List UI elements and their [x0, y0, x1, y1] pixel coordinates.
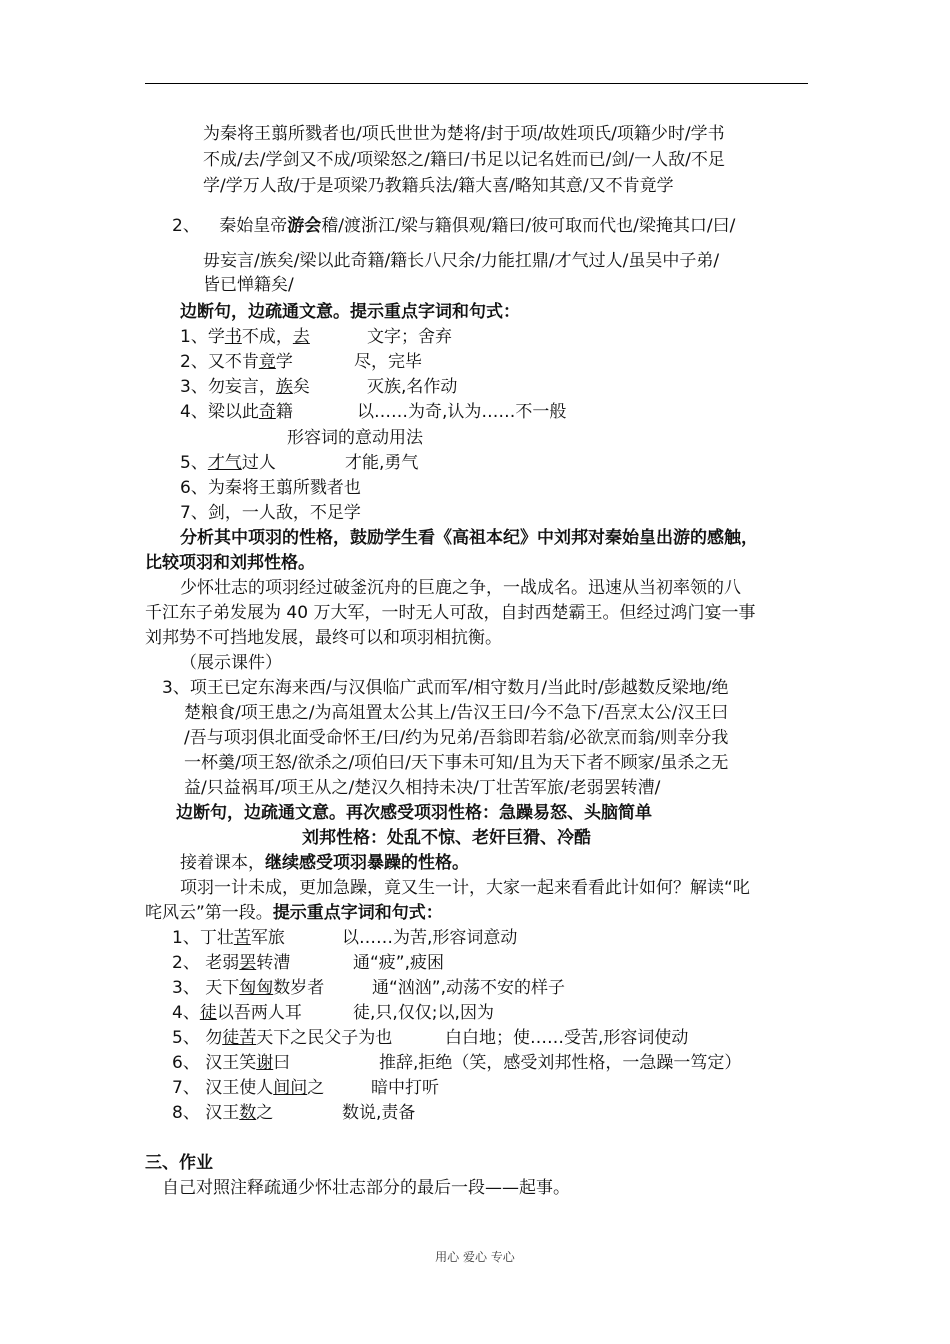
- text: 6、 汉王笑: [172, 1053, 257, 1073]
- text: 5、: [180, 453, 208, 473]
- vocab-gloss: 白白地；使……受苦,形容词使动: [445, 1028, 689, 1048]
- vocab-item: [180, 325, 310, 349]
- text: 稽/渡浙江/梁与籍俱观/籍曰/彼可取而代也/梁掩其口/曰/: [321, 216, 736, 236]
- key-word: 罢: [239, 953, 257, 973]
- header-rule: [145, 83, 808, 84]
- section-heading: 边断句，边疏通文意。提示重点字词和句式：: [180, 302, 520, 322]
- key-word: 数: [239, 1103, 257, 1123]
- text: 转漕: [256, 953, 291, 973]
- vocab-item: [172, 926, 285, 950]
- bold-text: 游会: [287, 216, 322, 236]
- text: 1、学: [180, 327, 225, 347]
- vocab-item: [172, 1101, 273, 1125]
- text-line: 3、项王已定东海来西/与汉俱临广武而军/相守数月/当此时/彭越数反梁地/绝: [162, 678, 729, 698]
- key-word: 竟: [258, 352, 276, 372]
- text: 8、 汉王: [172, 1103, 240, 1123]
- text-line: 不成/去/学剑又不成/项梁怒之/籍曰/书足以记名姓而已/剑/一人敌/不足: [203, 150, 725, 170]
- text-line: 一杯羹/项王怒/欲杀之/项伯曰/天下事未可知/且为天下者不顾家/虽杀之无: [184, 753, 729, 773]
- text: 2、 老弱: [172, 953, 240, 973]
- key-word: 族: [275, 377, 293, 397]
- text: 军旅: [250, 928, 285, 948]
- page-footer: 用心 爱心 专心: [435, 1250, 515, 1264]
- text-line: 千江东子弟发展为 40 万大军，一时无人可敌，自封西楚霸王。但经过鸿门宴一事: [145, 603, 756, 623]
- key-word: 徒苦: [222, 1028, 257, 1048]
- text: 2、又不肯: [180, 352, 259, 372]
- section-heading: 边断句，边疏通文意。再次感受项羽性格：急躁易怒、头脑简单: [176, 803, 652, 823]
- text: 籍: [275, 402, 293, 422]
- vocab-item: 7、剑，一人敌，不足学: [180, 503, 361, 523]
- section-heading: 分析其中项羽的性格，鼓励学生看《高祖本纪》中刘邦对秦始皇出游的感触，: [180, 528, 758, 548]
- text: 1、丁壮: [172, 928, 234, 948]
- text-line: [145, 901, 443, 925]
- text-line: 学/学万人敌/于是项梁乃教籍兵法/籍大喜/略知其意/又不肯竟学: [203, 176, 674, 196]
- vocab-item: [172, 1051, 290, 1075]
- text: 秦始皇帝: [219, 216, 288, 236]
- text-line: [180, 851, 469, 875]
- section-heading: 三、作业: [145, 1153, 213, 1173]
- note: （展示课件）: [180, 653, 282, 673]
- vocab-item: [172, 1076, 324, 1100]
- vocab-gloss: 以……为奇,认为……不一般: [357, 402, 567, 422]
- text: 天下之民父子为也: [256, 1028, 393, 1048]
- text-line: 自己对照注释疏通少怀壮志部分的最后一段——起事。: [162, 1178, 570, 1198]
- text-line: 楚粮食/项王患之/为高俎置太公其上/告汉王曰/今不急下/吾烹太公/汉王曰: [184, 703, 729, 723]
- text: 数岁者: [273, 978, 325, 998]
- text: 曰: [273, 1053, 291, 1073]
- text-line: 刘邦势不可挡地发展，最终可以和项羽相抗衡。: [145, 628, 502, 648]
- section-heading: 比较项羽和刘邦性格。: [145, 553, 315, 573]
- text-line: 皆已惮籍矣/: [203, 275, 294, 295]
- vocab-item: [180, 400, 293, 424]
- key-word: 苦: [233, 928, 251, 948]
- text: 3、勿妄言，: [180, 377, 276, 397]
- text: 之: [256, 1103, 274, 1123]
- key-word: 奇: [258, 402, 276, 422]
- vocab-gloss: 推辞,拒绝（笑，感受刘邦性格，一急躁一笃定）: [379, 1053, 742, 1073]
- text: 4、梁以此: [180, 402, 259, 422]
- text-line: 益/只益祸耳/项王从之/楚汉久相持未决/丁壮苦军旅/老弱罢转漕/: [184, 778, 661, 798]
- vocab-gloss: 灭族,名作动: [367, 377, 458, 397]
- vocab-gloss: 暗中打听: [371, 1078, 439, 1098]
- key-word: 书: [224, 327, 242, 347]
- vocab-gloss: 以……为苦,形容词意动: [342, 928, 518, 948]
- vocab-item: [172, 951, 290, 975]
- vocab-item: [180, 350, 293, 374]
- key-word: 匈匈: [239, 978, 274, 998]
- vocab-gloss: 数说,责备: [342, 1103, 416, 1123]
- text: 咤风云”第一段。: [145, 903, 273, 923]
- text: 学: [275, 352, 293, 372]
- text: 接着课本，: [180, 853, 265, 873]
- bold-text: 继续感受项羽暴躁的性格。: [265, 853, 469, 873]
- key-word: 间问: [273, 1078, 308, 1098]
- vocab-item: [172, 1001, 302, 1025]
- vocab-gloss: 通“疲”,疲困: [353, 953, 445, 973]
- vocab-item: [180, 451, 276, 475]
- key-word: 徒: [199, 1003, 217, 1023]
- key-word: 谢: [256, 1053, 274, 1073]
- text: 3、 天下: [172, 978, 240, 998]
- vocab-gloss: 文字；舍弃: [367, 327, 452, 347]
- text: 7、 汉王使人: [172, 1078, 274, 1098]
- text: 矣: [292, 377, 310, 397]
- text-line: /吾与项羽俱北面受命怀王/曰/约为兄弟/吾翁即若翁/必欲烹而翁/则幸分我: [184, 728, 729, 748]
- vocab-gloss: 尽，完毕: [354, 352, 422, 372]
- item-number: 2、: [172, 216, 200, 236]
- vocab-item: 6、为秦将王翦所戮者也: [180, 478, 361, 498]
- text: 以吾两人耳: [216, 1003, 302, 1023]
- vocab-gloss: 通“汹汹”,动荡不安的样子: [372, 978, 566, 998]
- text: 之: [307, 1078, 325, 1098]
- text-line: 少怀壮志的项羽经过破釜沉舟的巨鹿之争，一战成名。迅速从当初率领的八: [180, 578, 741, 598]
- text: 不成，: [241, 327, 293, 347]
- text-line: [172, 214, 735, 238]
- text: 5、 勿: [172, 1028, 223, 1048]
- vocab-gloss: 徒,只,仅仅;以,因为: [353, 1003, 494, 1023]
- text: 过人: [241, 453, 276, 473]
- vocab-item: [172, 1026, 392, 1050]
- vocab-gloss: 才能,勇气: [345, 453, 419, 473]
- text-line: 为秦将王翦所戮者也/项氏世世为楚将/封于项/故姓项氏/项籍少时/学书: [203, 124, 725, 144]
- section-heading: 刘邦性格：处乱不惊、老奸巨猾、冷酷: [302, 828, 591, 848]
- key-word: 去: [292, 327, 310, 347]
- bold-text: 提示重点字词和句式：: [272, 903, 443, 923]
- vocab-item: [172, 976, 324, 1000]
- vocab-gloss: 形容词的意动用法: [287, 428, 423, 448]
- text-line: 毋妄言/族矣/梁以此奇籍/籍长八尺余/力能扛鼎/才气过人/虽吴中子弟/: [203, 251, 720, 271]
- text: 4、: [172, 1003, 200, 1023]
- text-line: 项羽一计未成，更加急躁，竟又生一计，大家一起来看看此计如何？解读“叱: [180, 878, 750, 898]
- key-word: 才气: [207, 453, 242, 473]
- vocab-item: [180, 375, 310, 399]
